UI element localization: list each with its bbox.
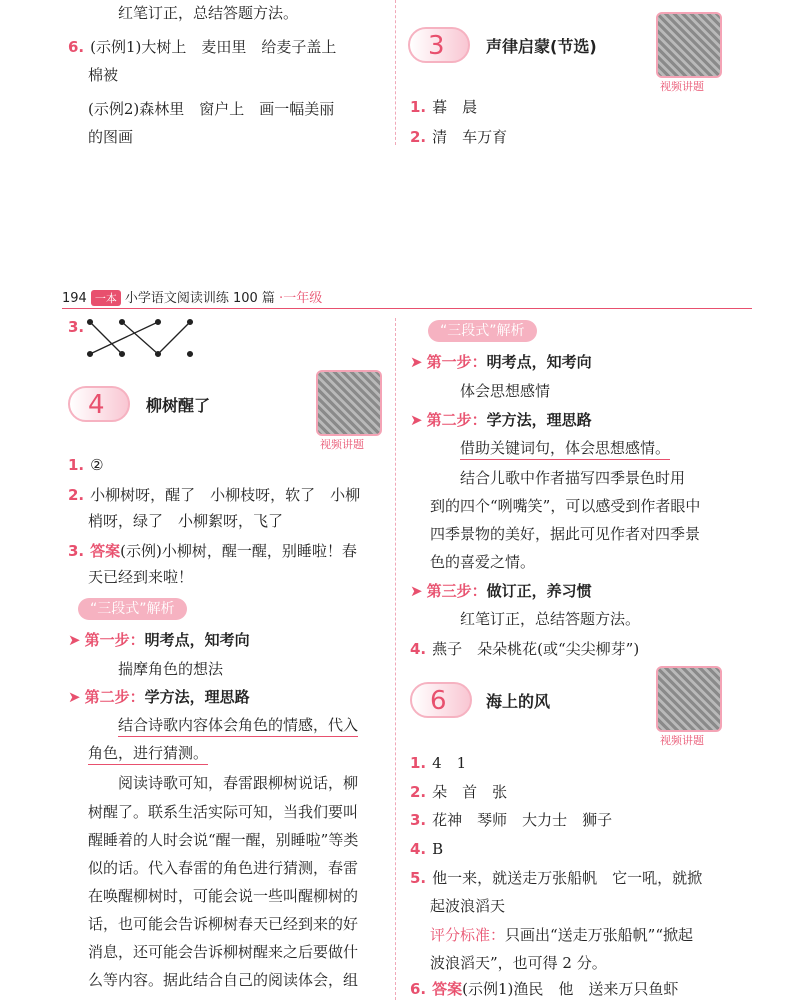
right-para-3: 色的喜爱之情。 [430,553,536,571]
right-score: 评分标准：只画出“送走万张船帆”“掀起 [430,926,694,944]
top-left-line-0: 红笔订正，总结答题方法。 [118,4,299,22]
left-item-3-cont: 天已经到来啦！ [88,568,194,586]
header-rule [62,308,752,309]
item-number: 6. [68,38,85,56]
right-item-2: 2. 朵 首 张 [410,783,508,801]
left-para-7: 么等内容。据此结合自己的阅读体会，组 [88,971,359,989]
qr-caption: 视频讲题 [660,80,704,93]
right-q6: 6. 答案(示例1)渔民 他 送来万只鱼虾 [410,980,679,998]
left-para-2: 醒睡着的人时会说“醒一醒，别睡啦”等类 [88,831,359,849]
right-item-1: 1. 4 1 [410,754,467,772]
left-para-1: 树醒了。联系生活实际可知，当我们要叫 [88,803,359,821]
left-item-2: 2. 小柳树呀，醒了 小柳枝呀，软了 小柳 [68,486,361,504]
right-item-4: 4. B [410,840,444,858]
right-step2: ➤ 第二步：学方法，理思路 [410,411,592,429]
section-badge-4: 4 [68,386,130,422]
left-para-5: 话，也可能会告诉柳树春天已经到来的好 [88,915,359,933]
right-item-5-cont: 起波浪滔天 [430,897,506,915]
left-step2-ul1: 结合诗歌内容体会角色的情感，代入 [118,714,358,736]
answer-label: 答案 [90,542,121,560]
left-step1: ➤ 第一步：明考点，知考向 [68,631,250,649]
pointer-icon: ➤ [68,631,81,649]
qr-caption: 视频讲题 [660,734,704,747]
qr-code-icon[interactable] [656,666,722,732]
right-step1-text: 体会思想感情 [460,382,551,400]
qr-code-icon[interactable] [656,12,722,78]
right-step2-ul: 借助关键词句，体会思想感情。 [460,437,670,459]
right-step3: ➤ 第三步：做订正，养习惯 [410,582,592,600]
top-left-line-3: (示例2)森林里 窗户上 画一幅美丽 [88,100,335,118]
pointer-icon: ➤ [410,353,423,371]
section-badge-6: 6 [410,682,472,718]
main-column-divider [395,318,396,1000]
left-para-3: 似的话。代入春雷的角色进行猜测，春雷 [88,859,359,877]
right-step3-text: 红笔订正，总结答题方法。 [460,610,641,628]
right-q4: 4. 燕子 朵朵桃花(或“尖尖柳芽”) [410,640,640,658]
top-column-divider [395,0,396,145]
right-para-0: 结合儿歌中作者描写四季景色时用 [460,469,686,487]
brand-logo: 一本 [91,290,121,306]
page-number: 194 [62,291,87,306]
top-left-item-6 [68,36,336,58]
right-step1: ➤ 第一步：明考点，知考向 [410,353,592,371]
qr-code-icon[interactable] [316,370,382,436]
left-para-4: 在唤醒柳树时，可能会说一些叫醒柳树的 [88,887,359,905]
left-step2-ul2: 角色，进行猜测。 [88,742,208,764]
page-header [62,287,322,306]
grade-label: 一年级 [283,291,323,306]
qr-caption: 视频讲题 [320,438,364,451]
section-title-4: 柳树醒了 [146,396,211,415]
left-item-2-cont: 梢呀，绿了 小柳絮呀，飞了 [88,512,284,530]
left-item-1: 1. ② [68,456,104,474]
left-step1-text: 揣摩角色的想法 [118,660,224,678]
section-title-6: 海上的风 [486,692,551,711]
left-item-3: 3. 答案(示例)小柳树，醒一醒，别睡啦！春 [68,542,357,560]
top-left-line-2: 棉被 [88,66,119,84]
section-badge-3: 3 [408,27,470,63]
analysis-pill: “三段式”解析 [78,598,187,620]
right-score-cont: 波浪滔天”，也可得 2 分。 [430,954,607,972]
pointer-icon: ➤ [410,411,423,429]
right-item-3: 3. 花神 琴师 大力士 狮子 [410,811,613,829]
top-left-line-4: 的图画 [88,128,134,146]
top-right-item-1: 1. 暮 晨 [410,98,478,116]
pointer-icon: ➤ [410,582,423,600]
matching-lines-diagram [86,318,196,360]
left-q3: 3. [68,318,85,336]
pointer-icon: ➤ [68,688,81,706]
left-para-6: 消息，还可能会告诉柳树醒来之后要做什 [88,943,359,961]
left-step2: ➤ 第二步：学方法，理思路 [68,688,250,706]
right-para-2: 四季景物的美好，据此可见作者对四季景 [430,525,701,543]
analysis-pill: “三段式”解析 [428,320,537,342]
score-label: 评分标准： [430,926,506,944]
header-dot: · [279,291,284,306]
top-right-item-2: 2. 清 车万育 [410,128,508,146]
right-item-5: 5. 他一来，就送走万张船帆 它一吼，就掀 [410,869,703,887]
right-para-1: 到的四个“咧嘴笑”，可以感受到作者眼中 [430,497,701,515]
book-title: 小学语文阅读训练 100 篇 [124,291,275,306]
answer-label: 答案 [432,980,463,998]
item-text: (示例1)大树上 麦田里 给麦子盖上 [90,38,337,56]
section-title-3: 声律启蒙(节选) [486,37,597,56]
left-para-0: 阅读诗歌可知，春雷跟柳树说话，柳 [118,774,359,792]
